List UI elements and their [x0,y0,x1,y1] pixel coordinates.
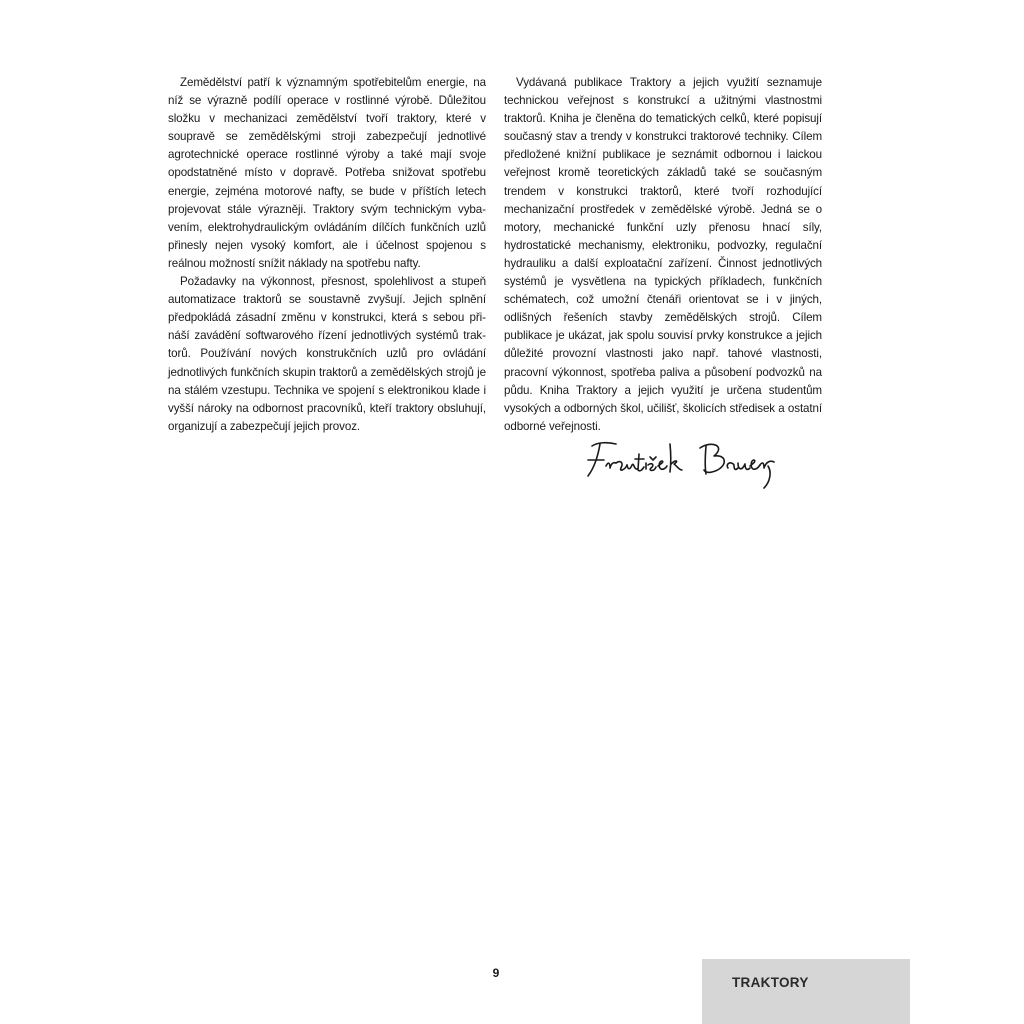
left-text-column [168,74,486,436]
intro-paragraph-1: Zemědělství patří k významným spotřebitelům energie, na níž se výrazně podílí operace v rostlinné výrobě. Důležitou složku v mechanizaci zemědělství tvoří traktory, které v soupravě se zemědělskými stroji zabezpečují jednotlivé agrotechnické operace rostlinné výroby a také mají svoje opodstatněné místo v dopravě. Potřeba snižovat spotřebu energie, zejména motorové nafty, se bude v příštích letech projevovat stále výrazněji. Traktory svým technickým vybavením, elektrohydraulickým ovládáním dílčích funkčních uzlů přinesly nejen vysoký komfort, ale i účelnost spojenou s reálnou možností snížit náklady na spotřebu nafty. [168,76,486,270]
section-tab [702,959,910,1024]
section-tab-label: TRAKTORY [732,975,809,990]
page-number: 9 [492,966,500,980]
intro-paragraph-2: Požadavky na výkonnost, přesnost, spolehlivost a stupeň automatizace traktorů se soustavně zvyšují. Jejich splnění předpokládá zásadní změnu v konstrukci, která s sebou přináší zavádění softwarového řízení jednotlivých systémů traktorů. Používání nových konstrukčních uzlů pro ovládání jednotlivých funkčních skupin traktorů a zemědělských strojů je na stálém vzestupu. Technika ve spojení s elektronikou klade i vyšší nároky na odbornost pracovníků, kteří traktory obsluhují, organizují a zabezpečují jejich provoz. [168,275,486,433]
author-signature [578,432,808,492]
right-text-column [504,74,822,436]
publication-paragraph: Vydávaná publikace Traktory a jejich využití seznamuje technickou veřejnost s konstrukcí a užitnými vlastnostmi traktorů. Kniha je členěna do tematických celků, které popisují současný stav a trendy v konstrukci traktorové techniky. Cílem předložené knižní publikace je seznámit odbornou i laickou veřejnost kromě teoretických základů také se současným trendem v konstrukci traktorů, které tvoří rozhodující mechanizační prostředek v zemědělské výrobě. Jedná se o motory, mechanické funkční uzly přenosu hnací síly, hydrostatické mechanismy, elektroniku, podvozky, regulační hydrauliku a další exploatační zařízení. Činnost jednotlivých systémů je vysvětlena na typických příkladech, funkčních schématech, což umožní čtenáři orientovat se i v jiných, odlišných řešeních stavby zemědělských strojů. Cílem publikace je ukázat, jak spolu souvisí prvky konstrukce a jejich důležité provozní vlastnosti jako např. tahové vlastnosti, pracovní výkonnost, spotřeba paliva a působení podvozků na půdu. Kniha Traktory a jejich využití je určena studentům vysokých a odborných škol, učilišť, školicích středisek a ostatní odborné veřejnosti. [504,76,822,433]
